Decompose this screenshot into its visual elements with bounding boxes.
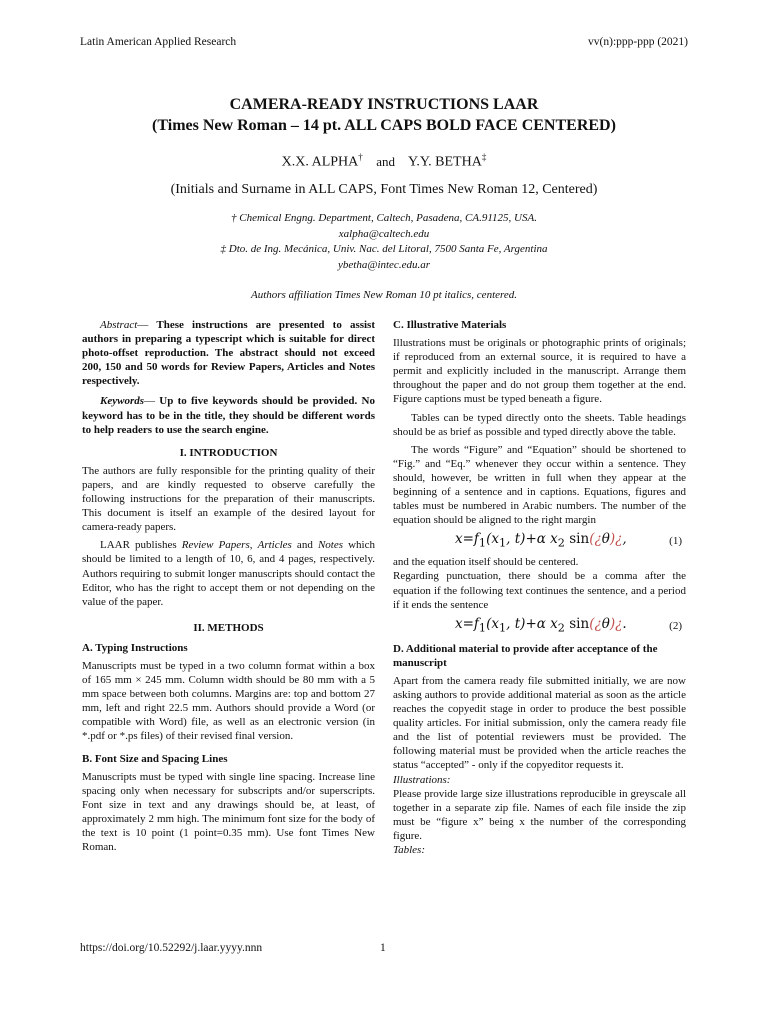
abstract-text: These instructions are presented to assist authors in preparing a typescript which is suitable for direct photo-offset reproduction. The abstract should not exceed 200, 150 and 50 words for Review Papers, Articles and Notes respectively. xyxy=(82,319,376,388)
illustrations-label: Illustrations: xyxy=(393,773,451,786)
abstract-dash: — xyxy=(137,319,157,331)
email-1: xalpha@caltech.edu xyxy=(338,227,430,240)
right-column xyxy=(393,318,686,857)
punctuation-text: Regarding punctuation, there should be a comma after the equation if the following text continues the sentence, and a period if it ends the sentence xyxy=(393,570,686,611)
keywords-dash: — xyxy=(144,395,160,408)
illustrations-text: Please provide large size illustrations reproducible in greyscale all together in a separate zip file. Names of each file inside the zip must be “figure x” being x the number of the corresponding figure. xyxy=(393,787,686,842)
page-number: 1 xyxy=(380,942,386,954)
paper-title xyxy=(0,94,768,136)
journal-name: Latin American Applied Research xyxy=(80,36,237,48)
abstract-label: Abstract xyxy=(100,319,138,331)
equation-1-number: (1) xyxy=(669,535,682,548)
email-2: ybetha@intec.edu.ar xyxy=(338,258,430,271)
author-1: X.X. ALPHA xyxy=(281,154,359,170)
intro-paragraph-1: The authors are fully responsible for the printing quality of their papers, and are kindly requested to observe carefully the following instructions for the preparation of their manuscripts. This document is itself an example of the desired layout for camera-ready papers. xyxy=(82,464,375,534)
illustrative-paragraph-2: Tables can be typed directly onto the sheets. Table headings should be as brief as possible and typed directly above the table. xyxy=(393,411,686,438)
after-equation-text: and the equation itself should be centered. xyxy=(393,556,579,569)
section-heading-methods: II. METHODS xyxy=(193,621,264,634)
left-column xyxy=(82,318,375,854)
font-size-text: Manuscripts must be typed with single line spacing. Increase line spacing only when necessary for subscripts and/or superscripts. Font size in text and any drawings should be, at least, of approximately 2 mm high. The minimum font size for the body of the text is 10 point (1 point=0.35 mm). Use font Times New Roman. xyxy=(82,770,375,854)
equation-2 xyxy=(393,612,686,640)
equation-2-expression: $x=f_1(x_1$, t)+α $x_2$ sin(¿θ)¿. xyxy=(455,615,627,635)
citation: vv(n):ppp-ppp (2021) xyxy=(588,36,688,48)
keywords xyxy=(82,394,375,436)
illustrative-paragraph-3: The words “Figure” and “Equation” should be shortened to “Fig.” and “Eq.” whenever they occur within a sentence. They should, however, be written in full when they appear at the beginning of a sentence and in captions. Equations, figures and tables must be numbered in Arabic numbers. The number of the equation should be aligned to the right margin xyxy=(393,443,686,527)
keywords-text: Up to five keywords should be provided. No keyword has to be in the title, they should be different words to help readers to use the search engine. xyxy=(82,395,375,436)
author-2-mark: ‡ xyxy=(481,152,487,162)
equation-1-expression: $x=f_1(x_1$, t)+α $x_2$ sin(¿θ)¿, xyxy=(455,531,627,550)
additional-paragraph: Apart from the camera ready file submitted initially, we are now asking authors to provide additional material as soon as the article reaches the copyedit stage in order to produce the best possible quality articles. For initial submission, only the camera ready file and the list of potential reviewers must be provided. The following material must be provided when the article reaches the status “accepted” - only if the copyeditor requests it. xyxy=(393,674,686,772)
equation-1 xyxy=(393,527,686,555)
typing-instructions-text: Manuscripts must be typed in a two column format within a box of 165 mm × 245 mm. Column width should be 80 mm with a 5 mm space between both columns. Margins are: top and bottom 27 mm, left and right 22.5 mm. Authors should provide a Word (or compatible with Word) file, as well as an electronic version (in *.pdf or *.ps files) of their revised final version. xyxy=(82,659,375,743)
doi-link[interactable]: https://doi.org/10.52292/j.laar.yyyy.nnn xyxy=(80,942,263,954)
author-note: (Initials and Surname in ALL CAPS, Font Times New Roman 12, Centered) xyxy=(170,182,598,197)
affiliation-1: † Chemical Engng. Department, Caltech, Pasadena, CA.91125, USA. xyxy=(231,212,537,224)
title-line-1: CAMERA-READY INSTRUCTIONS LAAR xyxy=(229,96,539,113)
equation-2-number: (2) xyxy=(669,619,682,632)
author-2: Y.Y. BETHA xyxy=(408,154,482,170)
authors xyxy=(0,152,768,171)
intro-paragraph-2: LAAR publishes Review Papers, Articles and Notes which should be limited to a length of 10, 6, and 4 pages, respectively. Authors requiring to submit longer manuscripts should contact the Editor, who has the right to accept them or not depending on the value of the paper. xyxy=(82,539,375,608)
subsection-additional-material: D. Additional material to provide after acceptance of the manuscript xyxy=(393,642,658,669)
subsection-illustrative-materials: C. Illustrative Materials xyxy=(393,319,507,331)
author-1-mark: † xyxy=(358,152,363,162)
section-heading-introduction: I. INTRODUCTION xyxy=(179,446,278,459)
authors-and: and xyxy=(376,153,396,169)
subsection-font-size: B. Font Size and Spacing Lines xyxy=(82,752,228,765)
subsection-typing-instructions: A. Typing Instructions xyxy=(82,641,188,654)
abstract xyxy=(82,318,375,388)
tables-label: Tables: xyxy=(393,844,425,856)
illustrative-paragraph-1: Illustrations must be originals or photographic prints of originals; if reproduced from an external source, it is required to have a permit and explicitly included in the manuscript. Arrange them throughout the paper and do not group them together at the end. Figure captions must be typed beneath a figure. xyxy=(393,337,686,406)
affiliation-note: Authors affiliation Times New Roman 10 pt italics, centered. xyxy=(250,289,518,301)
title-line-2: (Times New Roman – 14 pt. ALL CAPS BOLD FACE CENTERED) xyxy=(152,117,616,134)
affiliation-2: ‡ Dto. de Ing. Mecánica, Univ. Nac. del Litoral, 7500 Santa Fe, Argentina xyxy=(220,243,548,256)
keywords-label: Keywords xyxy=(100,395,144,408)
affiliations xyxy=(0,211,768,273)
